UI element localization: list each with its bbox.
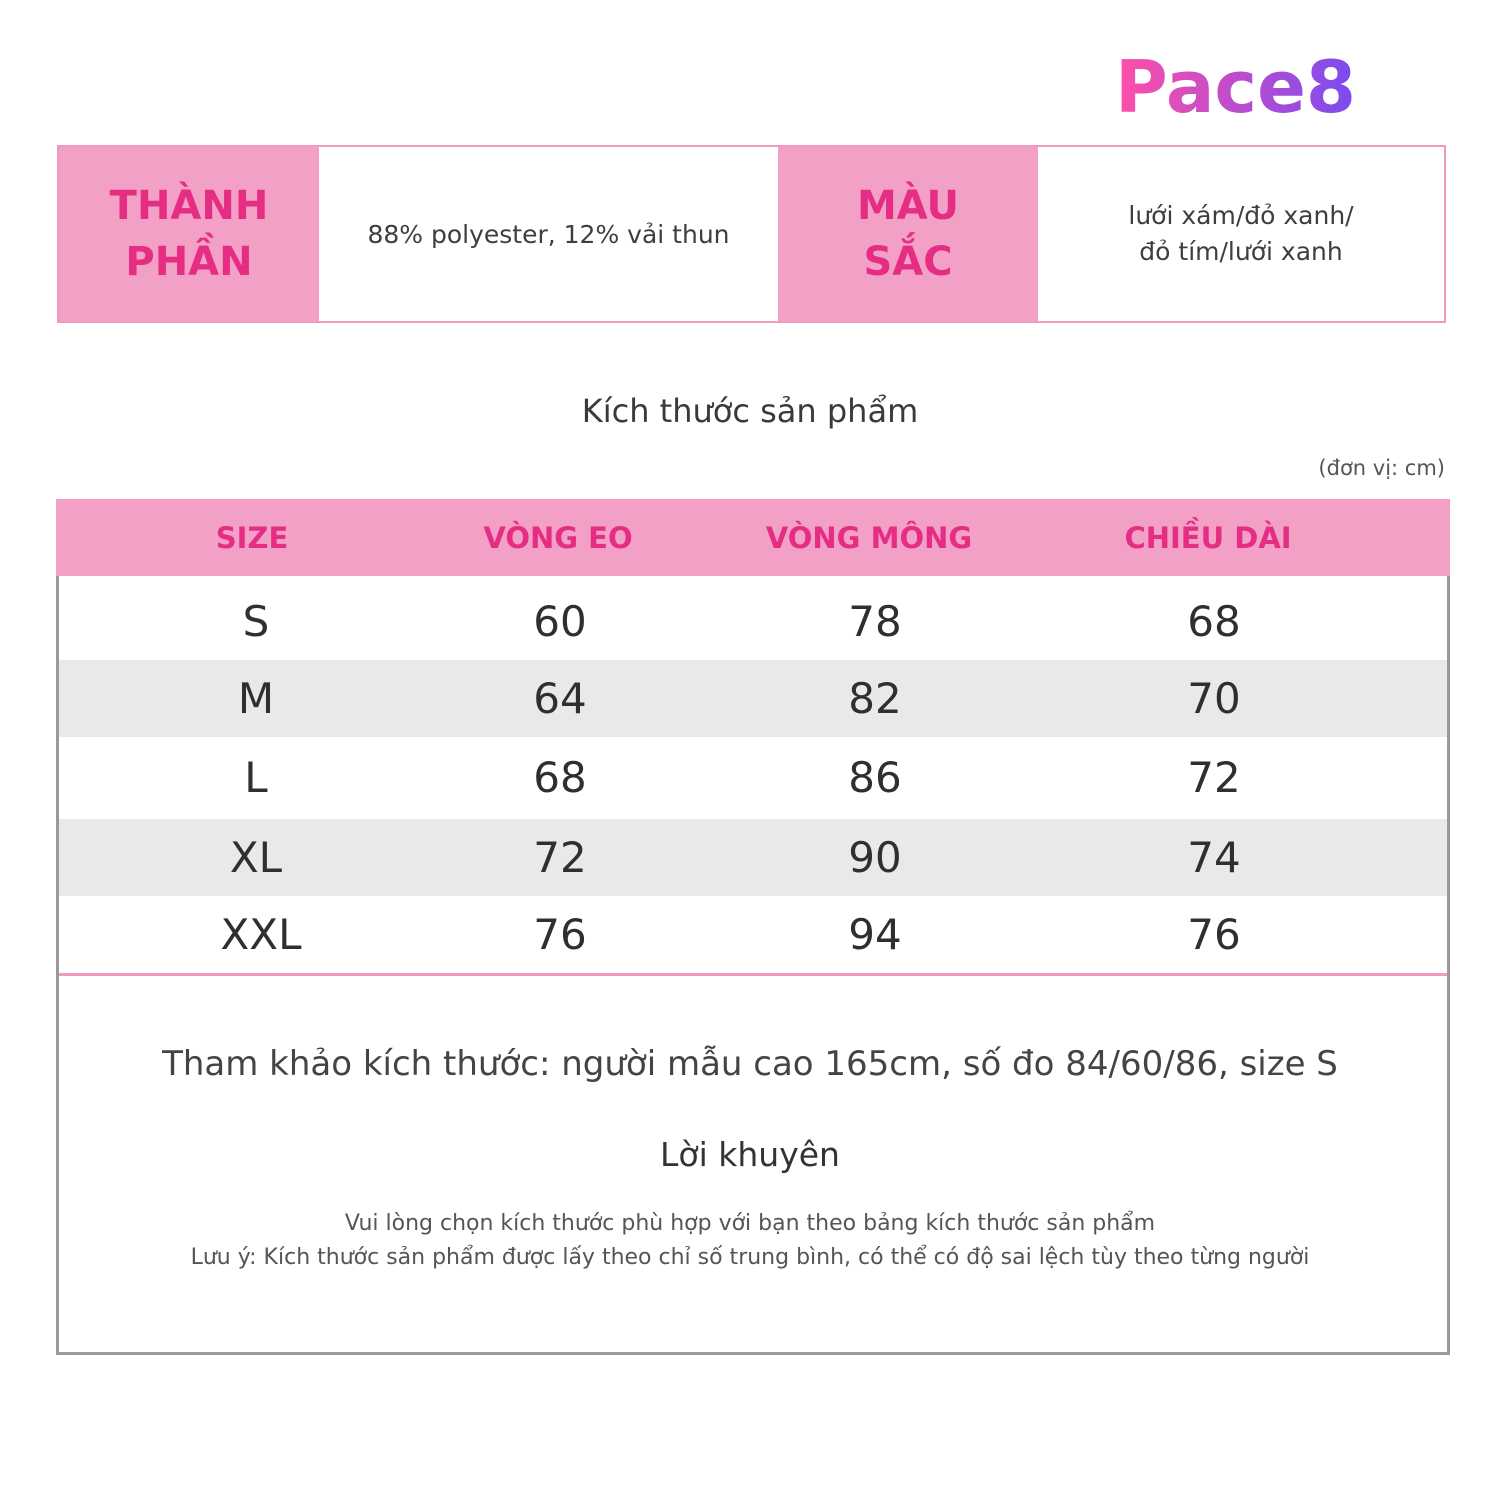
hip-cell: 78 xyxy=(848,597,902,646)
header-length: CHIỀU DÀI xyxy=(1124,521,1292,555)
size-cell: S xyxy=(242,597,270,646)
color-value xyxy=(1038,147,1444,321)
header-waist: VÒNG EO xyxy=(483,521,633,555)
table-row xyxy=(59,739,1447,816)
length-cell: 72 xyxy=(1187,753,1241,802)
size-table-header xyxy=(56,499,1450,576)
advice-title: Lời khuyên xyxy=(660,1135,840,1174)
length-cell: 74 xyxy=(1187,833,1241,882)
hip-cell: 86 xyxy=(848,753,902,802)
waist-cell: 76 xyxy=(533,910,587,959)
composition-value: 88% polyester, 12% vải thun xyxy=(367,219,730,249)
color-label-line2: SẮC xyxy=(863,239,953,285)
color-label-line1: MÀU xyxy=(856,183,959,229)
composition-label xyxy=(59,147,319,321)
size-cell: M xyxy=(237,674,275,723)
advice-line-1: Vui lòng chọn kích thước phù hợp với bạn theo bảng kích thước sản phẩm xyxy=(344,1211,1156,1236)
advice-line-2: Lưu ý: Kích thước sản phẩm được lấy theo chỉ số trung bình, có thể có độ sai lệch tùy theo từng người xyxy=(190,1245,1310,1270)
color-value-line1: lưới xám/đỏ xanh/ xyxy=(1128,201,1354,230)
table-row xyxy=(59,819,1447,896)
hip-cell: 90 xyxy=(848,833,902,882)
table-divider xyxy=(59,973,1447,976)
length-cell: 76 xyxy=(1187,910,1241,959)
composition-label-line2: PHẦN xyxy=(125,239,253,285)
size-cell: L xyxy=(244,753,268,802)
composition-label-line1: THÀNH xyxy=(109,183,269,229)
brand-logo xyxy=(1115,50,1445,130)
waist-cell: 64 xyxy=(533,674,587,723)
color-label xyxy=(778,147,1038,321)
product-info-table xyxy=(57,145,1446,323)
color-value-line2: đỏ tím/lưới xanh xyxy=(1139,237,1343,266)
header-hip: VÒNG MÔNG xyxy=(765,521,973,555)
length-cell: 70 xyxy=(1187,674,1241,723)
hip-cell: 94 xyxy=(848,910,902,959)
table-row xyxy=(59,660,1447,737)
logo-text: Pace8 xyxy=(1115,50,1357,129)
unit-note: (đơn vị: cm) xyxy=(1318,456,1445,480)
length-cell: 68 xyxy=(1187,597,1241,646)
size-cell: XXL xyxy=(220,910,302,959)
size-cell: XL xyxy=(229,833,283,882)
hip-cell: 82 xyxy=(848,674,902,723)
waist-cell: 60 xyxy=(533,597,587,646)
waist-cell: 72 xyxy=(533,833,587,882)
table-row xyxy=(59,896,1447,973)
size-chart-title: Kích thước sản phẩm xyxy=(581,392,919,430)
table-row xyxy=(59,583,1447,660)
model-reference: Tham khảo kích thước: người mẫu cao 165cm, số đo 84/60/86, size S xyxy=(162,1044,1338,1084)
waist-cell: 68 xyxy=(533,753,587,802)
header-size: SIZE xyxy=(215,521,289,555)
